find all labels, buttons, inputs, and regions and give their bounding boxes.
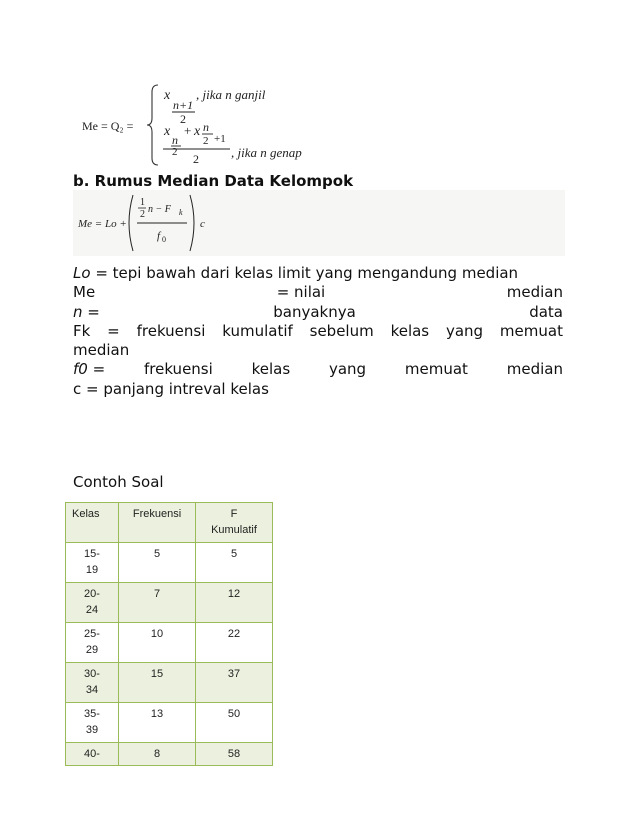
cell-frekuensi: 13 <box>119 703 196 743</box>
def-f0-word: frekuensi <box>143 360 213 379</box>
cell-frekuensi: 10 <box>119 623 196 663</box>
case-even-sub1-den: 2 <box>172 146 178 158</box>
cell-kelas-line: 30- <box>84 668 100 680</box>
def-lo-text: = tepi bawah dari kelas limit yang mengandung median <box>90 264 519 282</box>
median-formula-lhs: Me = Q₂ = <box>82 119 134 133</box>
den-f: f <box>157 230 161 242</box>
def-fk-word: frekuensi <box>136 321 206 340</box>
median-formula <box>82 84 312 166</box>
def-fk-word: kumulatif <box>222 321 293 340</box>
cell-frekuensi: 7 <box>119 583 196 623</box>
header-f-kumulatif <box>196 503 273 543</box>
case-even-sub2-extra: +1 <box>214 133 226 145</box>
cell-kelas <box>66 743 119 766</box>
half-num: 1 <box>140 197 145 208</box>
case-odd-condition: , jika n ganjil <box>196 87 266 102</box>
trailing-c: c <box>200 218 205 230</box>
cell-fk: 12 <box>196 583 273 623</box>
n-term: n − F <box>148 204 171 215</box>
cell-kelas-line: 25- <box>84 628 100 640</box>
def-fk-word: memuat <box>499 321 563 340</box>
def-f0-word: median <box>506 360 563 379</box>
right-paren <box>190 195 194 251</box>
case-even-plus: + <box>184 124 192 138</box>
cell-fk: 37 <box>196 663 273 703</box>
def-fk-cont <box>73 341 563 360</box>
cell-kelas-line: 19 <box>85 564 99 576</box>
header-fk-line2: Kumulatif <box>211 524 257 536</box>
cell-frekuensi: 5 <box>119 543 196 583</box>
frequency-table <box>65 502 273 766</box>
section-heading: b. Rumus Median Data Kelompok <box>73 172 354 190</box>
def-me-word: median <box>506 283 563 302</box>
def-f0-word: kelas <box>251 360 291 379</box>
cell-kelas-line: 20- <box>84 588 100 600</box>
example-title: Contoh Soal <box>73 473 164 491</box>
table-row <box>66 743 273 766</box>
cell-frekuensi: 8 <box>119 743 196 766</box>
case-even-sub1-num: n <box>172 133 178 147</box>
def-lo-symbol: Lo <box>73 264 91 282</box>
table-row <box>66 583 273 623</box>
def-fk-word: yang <box>445 321 484 340</box>
case-even-var1: x <box>164 124 171 139</box>
table-header-row <box>66 503 273 543</box>
def-me-word: = nilai <box>276 283 326 302</box>
table-row <box>66 663 273 703</box>
def-fk-word: sebelum <box>309 321 374 340</box>
grouped-formula-box <box>73 190 565 256</box>
cell-kelas-line: 34 <box>85 684 99 696</box>
cell-kelas-line: 35- <box>84 708 100 720</box>
cell-kelas-line: 29 <box>85 644 99 656</box>
cell-kelas-line: 39 <box>85 724 99 736</box>
def-c-text: c = panjang intreval kelas <box>73 379 269 398</box>
header-fk-line1: F <box>230 508 238 520</box>
def-f0-word: yang <box>328 360 367 379</box>
cell-fk: 50 <box>196 703 273 743</box>
def-f0-word: memuat <box>404 360 468 379</box>
case-even-condition: , jika n genap <box>231 145 302 160</box>
def-f0 <box>73 360 563 379</box>
case-even-sub2-num: n <box>203 124 209 134</box>
def-fk <box>73 322 563 341</box>
cell-kelas <box>66 663 119 703</box>
def-lo <box>73 264 563 283</box>
cell-kelas-line: 40- <box>84 748 100 760</box>
cell-fk: 58 <box>196 743 273 766</box>
def-n-word: n = <box>73 302 100 321</box>
table-row <box>66 703 273 743</box>
den-f-sub: 0 <box>162 235 166 244</box>
left-paren <box>129 195 133 251</box>
table-row <box>66 623 273 663</box>
def-me-word: Me <box>73 283 96 302</box>
def-n <box>73 303 563 322</box>
n-term-sub: k <box>179 208 183 217</box>
case-odd-sub-num: n+1 <box>173 98 194 112</box>
cases-brace <box>146 84 160 166</box>
cell-kelas <box>66 703 119 743</box>
grouped-formula-lhs: Me = Lo + <box>78 218 127 230</box>
def-fk-word: kelas <box>390 321 430 340</box>
cell-kelas <box>66 623 119 663</box>
header-kelas: Kelas <box>66 503 119 543</box>
cell-kelas-line: 15- <box>84 548 100 560</box>
grouped-median-formula <box>77 192 207 254</box>
case-even-var2: x <box>194 124 201 139</box>
half-den: 2 <box>140 209 145 220</box>
header-frekuensi: Frekuensi <box>119 503 196 543</box>
case-odd <box>162 84 312 124</box>
def-f0-word: f0 = <box>73 360 106 379</box>
definitions <box>73 264 563 399</box>
def-fk-word: = <box>107 321 120 340</box>
cell-fk: 5 <box>196 543 273 583</box>
case-even <box>162 124 312 166</box>
case-odd-var: x <box>164 88 171 103</box>
cell-kelas-line: 24 <box>85 604 99 616</box>
case-odd-sub-den: 2 <box>180 112 186 124</box>
def-fk-word: Fk <box>73 321 91 340</box>
case-even-denominator: 2 <box>193 152 199 166</box>
table-row <box>66 543 273 583</box>
cell-frekuensi: 15 <box>119 663 196 703</box>
def-n-word: data <box>529 302 563 321</box>
cell-kelas <box>66 543 119 583</box>
cell-fk: 22 <box>196 623 273 663</box>
case-even-sub2-den: 2 <box>203 135 209 147</box>
cell-kelas <box>66 583 119 623</box>
def-c <box>73 380 563 399</box>
def-me <box>73 283 563 302</box>
def-fk-cont-word: median <box>73 341 130 360</box>
def-n-word: banyaknya <box>273 302 356 321</box>
